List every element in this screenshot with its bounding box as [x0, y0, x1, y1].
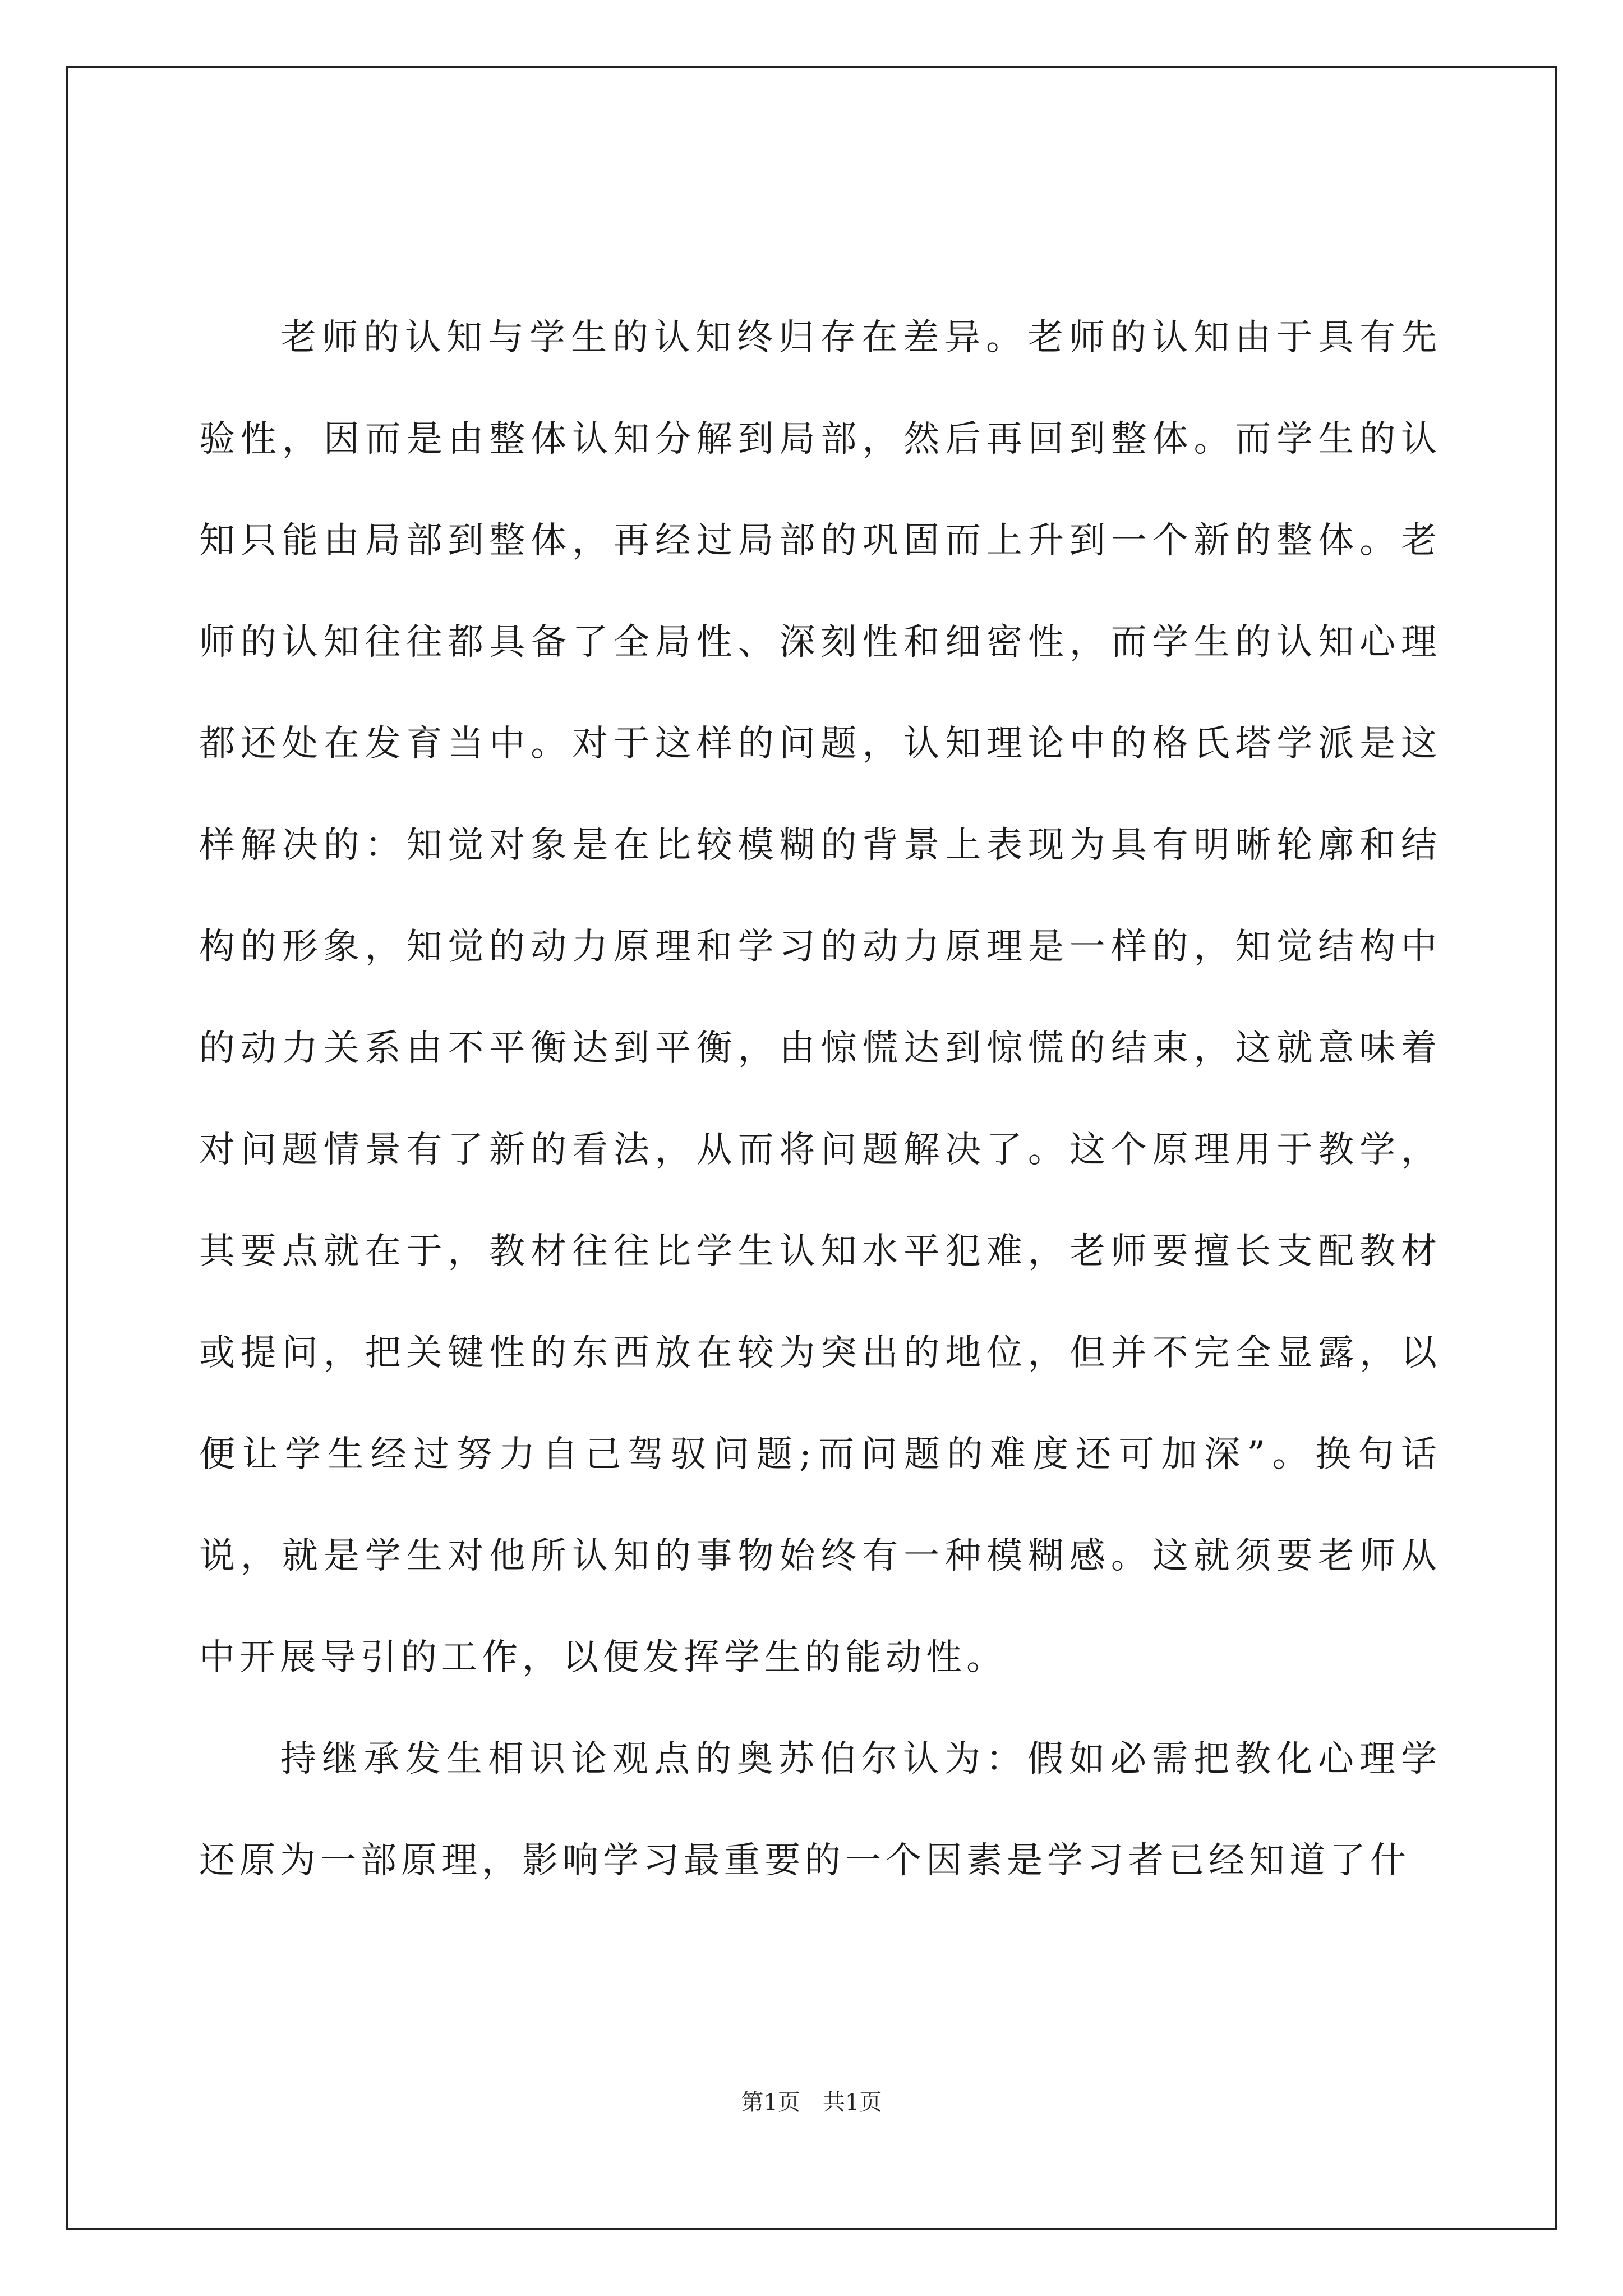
page-number: 第1页 共1页	[741, 2090, 882, 2115]
paragraph-1: 老师的认知与学生的认知终归存在差异。老师的认知由于具有先验性，因而是由整体认知分解到局部，然后再回到整体。而学生的认知只能由局部到整体，再经过局部的巩固而上升到一个新的整体。老师的认知往往都具备了全局性、深刻性和细密性，而学生的认知心理都还处在发育当中。对于这样的问题，认知理论中的格氏塔学派是这样解决的：知觉对象是在比较模糊的背景上表现为具有明晰轮廓和结构的形象，知觉的动力原理和学习的动力原理是一样的，知觉结构中的动力关系由不平衡达到平衡，由惊慌达到惊慌的结束，这就意味着对问题情景有了新的看法，从而将问题解决了。这个原理用于教学，其要点就在于，教材往往比学生认知水平犯难，老师要擅长支配教材或提问，把关键性的东西放在较为突出的地位，但并不完全显露，以便让学生经过努力自己驾驭问题;而问题的难度还可加深”。换句话说，就是学生对他所认知的事物始终有一种模糊感。这就须要老师从中开展导引的工作，以便发挥学生的能动性。	[199, 317, 1441, 1678]
paragraph-2: 持继承发生相识论观点的奥苏伯尔认为：假如必需把教化心理学还原为一部原理，影响学习最重要的一个因素是学习者已经知道了什	[199, 1738, 1441, 1881]
document-body	[199, 287, 1441, 1912]
